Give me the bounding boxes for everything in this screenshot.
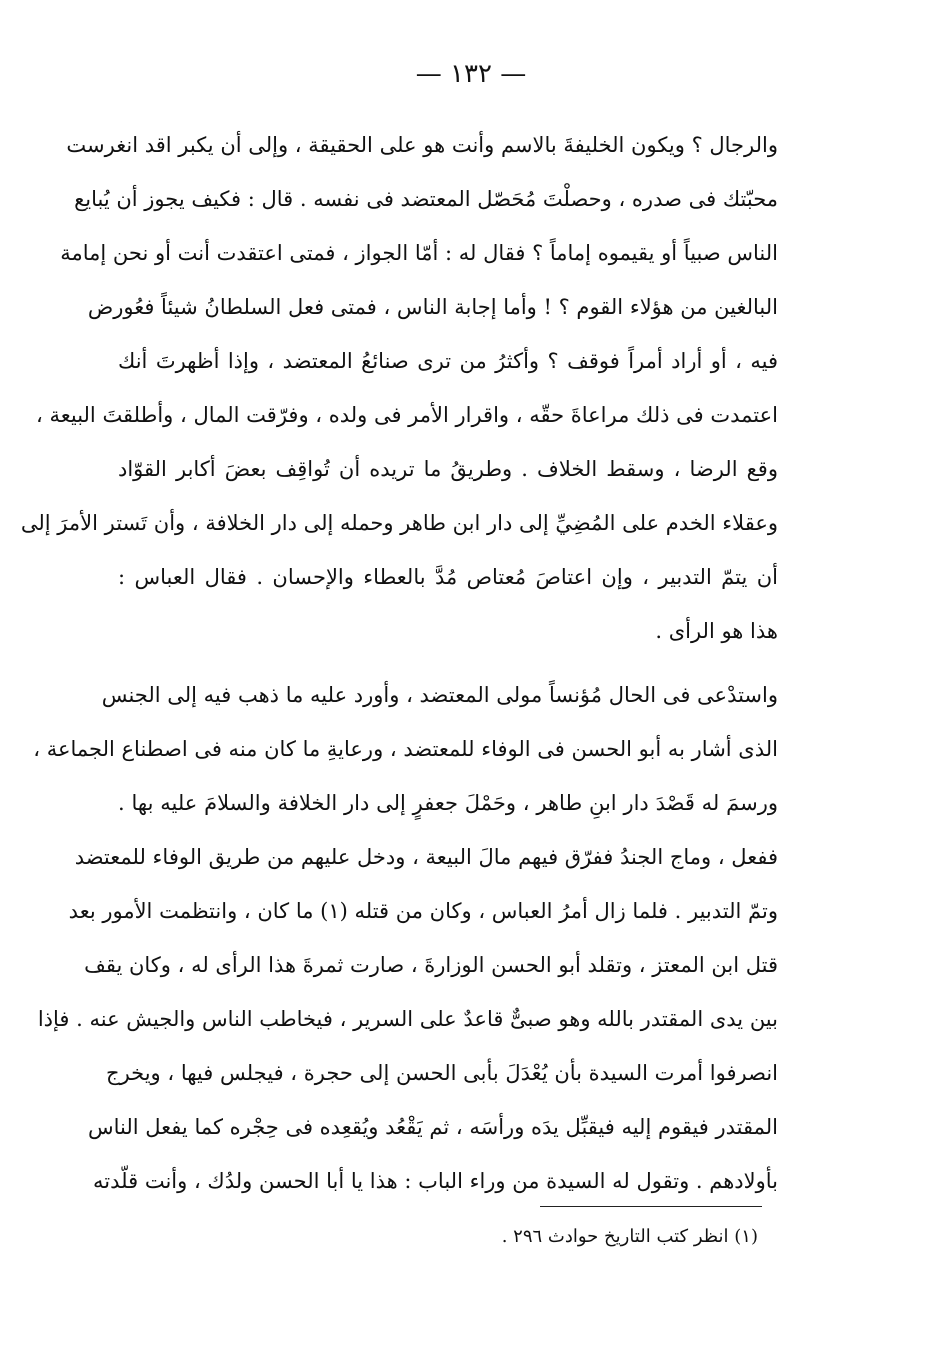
text-line: بين يدى المقتدر بالله وهو صبىٌّ قاعدٌ على السرير ، فيخاطب الناس والجيش عنه . فإذا [37,1007,778,1031]
text-line: هذا هو الرأى . [655,619,778,643]
text-line: واستدْعى فى الحال مُؤنساً مولى المعتضد ، وأورد عليه ما ذهب فيه إلى الجنس [101,683,778,707]
text-line: اعتمدت فى ذلك مراعاةَ حقّه ، واقرار الأمر فى ولده ، وفرّقت المال ، وأطلقتَ البيعة ، [36,403,778,427]
text-line: بأولادهم . وتقول له السيدة من وراء الباب : هذا يا أبا الحسن ولدُك ، وأنت قلّدته [93,1169,778,1193]
footnote: (١) انظر كتب التاريخ حوادث ٢٩٦ . [501,1226,758,1247]
paragraph-2 [33,668,778,1208]
text-line: أن يتمّ التدبير ، وإن اعتاصَ مُعتاص مُدَّ بالعطاء والإحسان . فقال العباس : [118,565,778,589]
text-line: وقع الرضا ، وسقط الخلاف . وطريقُ ما تريده أن تُواقِف بعضَ أكابر القوّاد [118,457,778,481]
text-line: انصرفوا أمرت السيدة بأن يُعْدَلَ بأبى الحسن إلى حجرة ، فيجلس فيها ، ويخرج [106,1061,778,1085]
paragraph-1 [20,118,778,658]
text-line: الناس صبياً أو يقيموه إماماً ؟ فقال له : أمّا الجواز ، فمتى اعتقدت أنت أو نحن إمامة [60,241,778,265]
text-line: البالغين من هؤلاء القوم ؟ ! وأما إجابة الناس ، فمتى فعل السلطانُ شيئاً فعُورض [87,295,778,319]
paragraph-gap [118,658,778,668]
text-line: والرجال ؟ ويكون الخليفةَ بالاسم وأنت هو على الحقيقة ، وإلى أن يكبر اقد انغرست [66,133,778,157]
text-line: فيه ، أو أراد أمراً فوقف ؟ وأكثرُ من ترى صنائعُ المعتضد ، وإذا أظهرتَ أنك [118,349,778,373]
text-line: الذى أشار به أبو الحسن فى الوفاء للمعتضد ، ورعايةِ ما كان منه فى اصطناع الجماعة ، [33,737,778,761]
text-line: ففعل ، وماج الجندُ ففرّق فيهم مالَ البيعة ، ودخل عليهم من طريق الوفاء للمعتضد [74,845,778,869]
text-line: قتل ابن المعتز ، وتقلد أبو الحسن الوزارةَ ، صارت ثمرةَ هذا الرأى له ، وكان يقف [84,953,778,977]
text-line: ورسمَ له قَصْدَ دار ابنِ طاهر ، وحَمْلَ جعفرٍ إلى دار الخلافة والسلامَ عليه بها . [118,791,778,815]
page-number: — ١٣٢ — [415,59,527,89]
footnote-divider [540,1206,762,1207]
text-line: وتمّ التدبير . فلما زال أمرُ العباس ، وكان من قتله (١) ما كان ، وانتظمت الأمور بعد [68,899,778,923]
body-text [20,118,778,1208]
text-line: محبّتك فى صدره ، وحصلْتَ مُحَصّل المعتضد فى نفسه . قال : فكيف يجوز أن يُبايع [74,187,778,211]
text-line: المقتدر فيقوم إليه فيقبِّل يدَه ورأسَه ، ثم يَقْعُد ويُقعِده فى حِجْره كما يفعل الناس [87,1115,778,1139]
text-line: وعقلاء الخدم على المُضِيِّ إلى دار ابن طاهر وحمله إلى دار الخلافة ، وأن تَستر الأمرَ إلى [20,511,778,535]
